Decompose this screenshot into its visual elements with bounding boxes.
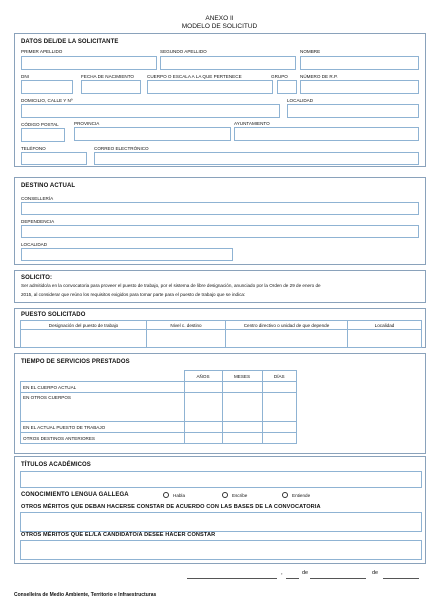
puesto-title: PUESTO SOLICITADO bbox=[21, 312, 86, 318]
tiempo-section bbox=[14, 353, 426, 454]
codigo-postal-field[interactable] bbox=[21, 128, 65, 142]
datos-section bbox=[14, 33, 426, 167]
ano-line[interactable] bbox=[383, 578, 419, 579]
firma-de2: de bbox=[372, 570, 379, 576]
tiempo-col-meses: MESES bbox=[222, 371, 262, 382]
meritos-convocatoria-title: OTROS MÉRITOS QUE DEBAN HACERSE CONSTAR DE ACUERDO CON LAS BASES DE LA CONVOCATORIA bbox=[21, 504, 321, 510]
localidad-label: LOCALIDAD bbox=[287, 98, 314, 103]
lengua-title: CONOCIMIENTO LENGUA GALLEGA bbox=[21, 492, 129, 498]
puesto-section bbox=[14, 308, 426, 348]
tiempo-row-otros-cuerpos: EN OTROS CUERPOS bbox=[21, 393, 185, 422]
tiempo-cell[interactable] bbox=[222, 393, 262, 422]
segundo-apellido-label: SEGUNDO APELLIDO bbox=[160, 49, 207, 54]
tiempo-cell[interactable] bbox=[222, 382, 262, 393]
tiempo-col-anos: AÑOS bbox=[184, 371, 222, 382]
ayuntamiento-field[interactable] bbox=[234, 127, 419, 141]
meritos-candidato-field[interactable] bbox=[20, 540, 422, 560]
tiempo-cell[interactable] bbox=[184, 422, 222, 433]
meritos-convocatoria-field[interactable] bbox=[20, 512, 422, 532]
annex-title: ANEXO II bbox=[205, 15, 234, 22]
escribe-radio[interactable] bbox=[222, 492, 228, 498]
fecha-nacimiento-label: FECHA DE NACIMIENTO bbox=[81, 74, 135, 79]
destino-localidad-label: LOCALIDAD bbox=[21, 242, 48, 247]
puesto-col-designacion: Designación del puesto de trabajo bbox=[21, 321, 147, 330]
titulos-section bbox=[14, 456, 426, 564]
primer-apellido-label: PRIMER APELLIDO bbox=[21, 49, 63, 54]
meritos-candidato-title: OTROS MÉRITOS QUE EL/LA CANDIDATO/A DESEE HACER CONSTAR bbox=[21, 532, 216, 538]
destino-title: DESTINO ACTUAL bbox=[21, 183, 76, 189]
dia-line[interactable] bbox=[286, 578, 299, 579]
solicito-section bbox=[14, 270, 426, 303]
habla-label: Habla bbox=[173, 493, 186, 498]
numero-rp-label: NÚMERO DE R.P. bbox=[300, 74, 338, 79]
tiempo-cell[interactable] bbox=[184, 433, 222, 444]
lugar-line[interactable] bbox=[187, 578, 277, 579]
footer-text: Conselleira de Medio Ambiente, Territorio e Infraestructuras bbox=[14, 592, 157, 598]
correo-field[interactable] bbox=[94, 152, 419, 165]
conselleria-field[interactable] bbox=[21, 202, 419, 215]
mes-line[interactable] bbox=[310, 578, 366, 579]
solicito-text-line1: Ser admitido/a en la convocatoria para proveer el puesto de trabajo, por el sistema de libre designación, anunciado por la Orden de 29 de enero de bbox=[21, 283, 321, 288]
grupo-field[interactable] bbox=[277, 80, 297, 94]
destino-localidad-field[interactable] bbox=[21, 248, 233, 261]
tiempo-col-dias: DÍAS bbox=[262, 371, 297, 382]
tiempo-table bbox=[20, 370, 297, 444]
firma-comma: , bbox=[281, 570, 283, 576]
tiempo-cell[interactable] bbox=[184, 393, 222, 422]
conselleria-label: CONSELLERÍA bbox=[21, 196, 54, 201]
puesto-col-localidad: Localidad bbox=[348, 321, 422, 330]
dependencia-label: DEPENDENCIA bbox=[21, 219, 55, 224]
domicilio-label: DOMICILIO, CALLE Y Nº bbox=[21, 98, 73, 103]
telefono-label: TELÉFONO bbox=[21, 146, 46, 151]
puesto-centro-cell[interactable] bbox=[226, 330, 348, 348]
tiempo-cell[interactable] bbox=[262, 382, 297, 393]
tiempo-title: TIEMPO DE SERVICIOS PRESTADOS bbox=[21, 359, 130, 365]
fecha-nacimiento-field[interactable] bbox=[81, 80, 141, 94]
provincia-label: PROVINCIA bbox=[74, 121, 100, 126]
puesto-nivel-cell[interactable] bbox=[147, 330, 226, 348]
nombre-label: NOMBRE bbox=[300, 49, 321, 54]
tiempo-corner bbox=[21, 371, 185, 382]
titulos-title: TÍTULOS ACADÉMICOS bbox=[21, 462, 91, 468]
tiempo-row-actual-puesto: EN EL ACTUAL PUESTO DE TRABAJO bbox=[21, 422, 185, 433]
escribe-label: Escribe bbox=[232, 493, 248, 498]
tiempo-cell[interactable] bbox=[184, 382, 222, 393]
puesto-localidad-cell[interactable] bbox=[348, 330, 422, 348]
firma-de1: de bbox=[302, 570, 309, 576]
correo-label: CORREO ELECTRÓNICO bbox=[94, 146, 149, 151]
datos-title: DATOS DEL/DE LA SOLICITANTE bbox=[21, 39, 119, 45]
titulos-field[interactable] bbox=[20, 471, 422, 488]
form-title: MODELO DE SOLICITUD bbox=[181, 23, 258, 30]
grupo-label: GRUPO bbox=[271, 74, 288, 79]
entiende-label: Entiende bbox=[292, 493, 311, 498]
segundo-apellido-field[interactable] bbox=[160, 56, 296, 70]
codigo-postal-label: CÓDIGO POSTAL bbox=[21, 122, 59, 127]
tiempo-cell[interactable] bbox=[262, 393, 297, 422]
destino-section bbox=[14, 177, 426, 265]
cuerpo-label: CUERPO O ESCALA A LA QUE PERTENECE bbox=[147, 74, 242, 79]
tiempo-cell[interactable] bbox=[222, 433, 262, 444]
solicito-text-line2: 2015, al considerar que reúno los requisitos exigidos para tomar parte para el puesto de trabajo que se indica: bbox=[21, 292, 246, 297]
puesto-col-nivel: Nivel c. destino bbox=[147, 321, 226, 330]
tiempo-row-cuerpo-actual: EN EL CUERPO ACTUAL bbox=[21, 382, 185, 393]
cuerpo-field[interactable] bbox=[147, 80, 273, 94]
nombre-field[interactable] bbox=[300, 56, 419, 70]
habla-radio[interactable] bbox=[163, 492, 169, 498]
primer-apellido-field[interactable] bbox=[21, 56, 157, 70]
puesto-col-centro: Centro directivo o unidad de que depende bbox=[226, 321, 348, 330]
dependencia-field[interactable] bbox=[21, 225, 419, 238]
telefono-field[interactable] bbox=[21, 152, 87, 165]
tiempo-cell[interactable] bbox=[262, 422, 297, 433]
provincia-field[interactable] bbox=[74, 127, 231, 141]
tiempo-cell[interactable] bbox=[222, 422, 262, 433]
dni-field[interactable] bbox=[21, 80, 73, 94]
domicilio-field[interactable] bbox=[21, 104, 280, 118]
dni-label: DNI bbox=[21, 74, 29, 79]
tiempo-cell[interactable] bbox=[262, 433, 297, 444]
localidad-field[interactable] bbox=[287, 104, 419, 118]
numero-rp-field[interactable] bbox=[300, 80, 419, 94]
solicito-title: SOLICITO: bbox=[21, 275, 53, 281]
entiende-radio[interactable] bbox=[282, 492, 288, 498]
tiempo-row-otros-destinos: OTROS DESTINOS ANTERIORES bbox=[21, 433, 185, 444]
ayuntamiento-label: AYUNTAMIENTO bbox=[234, 121, 270, 126]
puesto-designacion-cell[interactable] bbox=[21, 330, 147, 348]
puesto-table bbox=[20, 320, 422, 348]
